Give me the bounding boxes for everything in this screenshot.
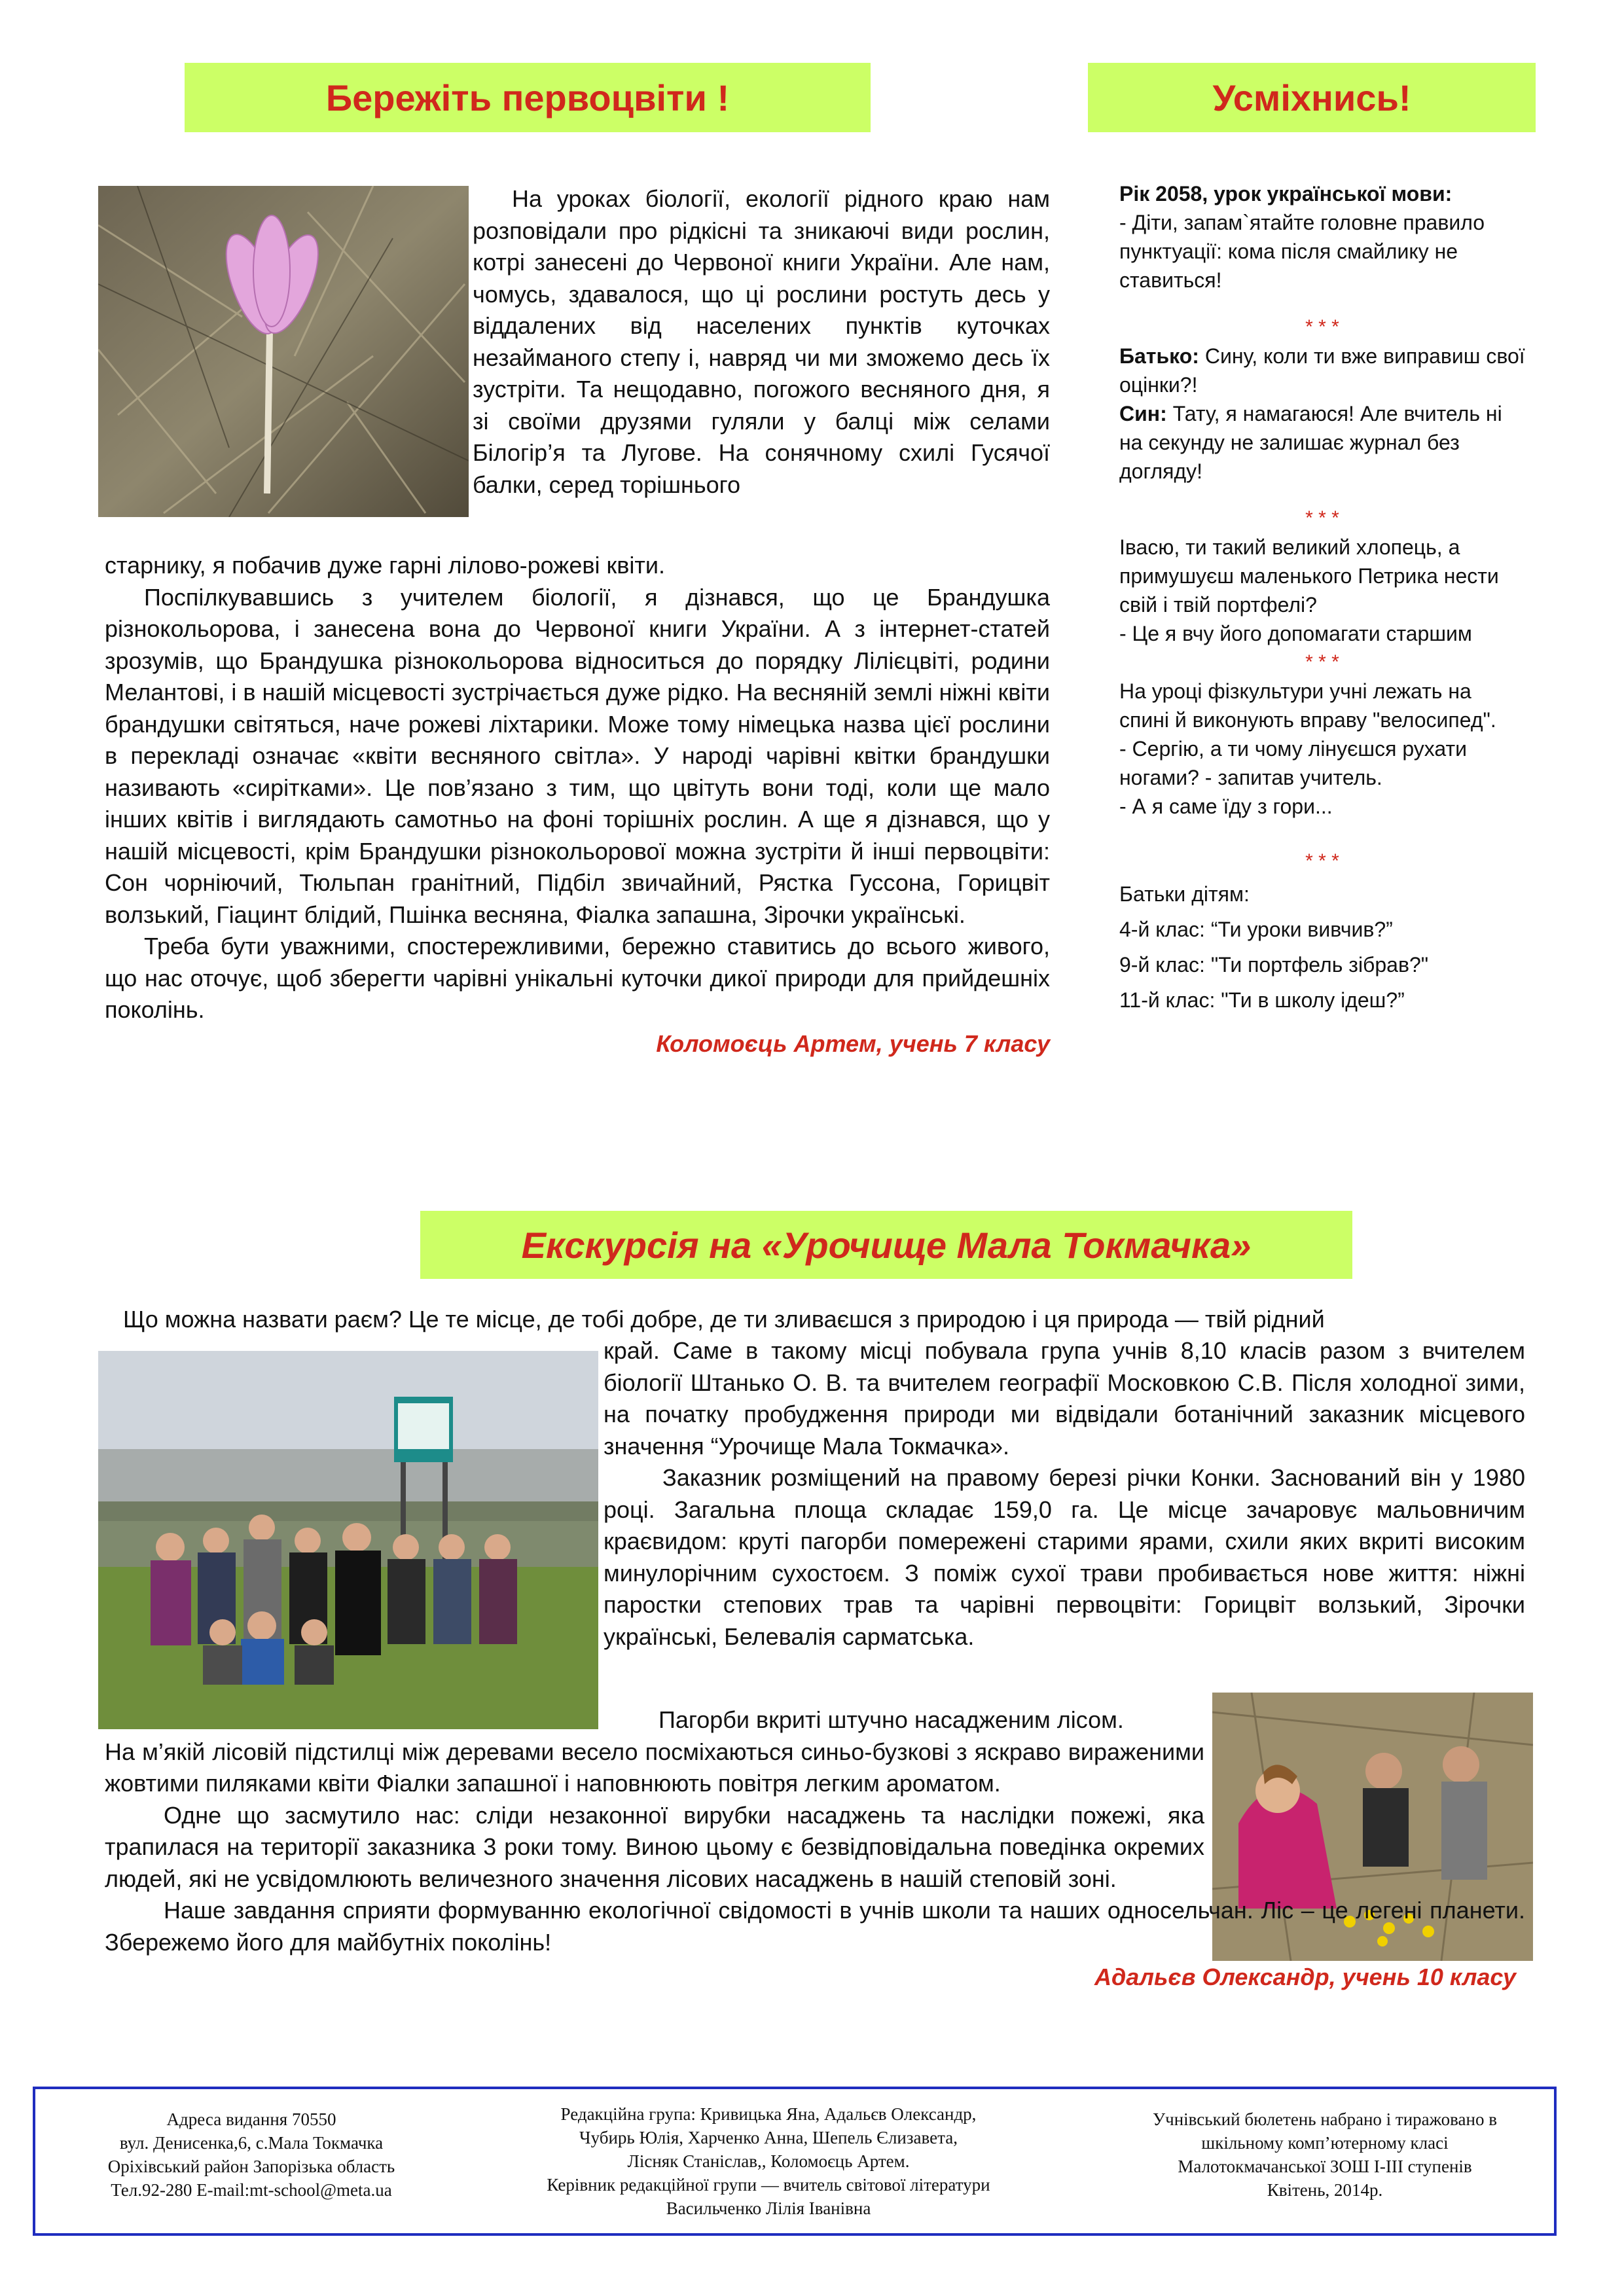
- joke4-line1: На уроці фізкультури учні лежать на спині й виконують вправу "велосипед".: [1119, 679, 1496, 732]
- crocus-photo: [98, 186, 469, 517]
- footer-address: [55, 2108, 448, 2202]
- article2-paragraph-2: Заказник розміщений на правому березі річки Конки. Заснований він у 1980 році. Загальна площа складає 159,0 га. Це місце зачаровує мальовничим краєвидом: круті пагорби помережені старими ярами, схили яких вкриті високим минулорічним сухостоєм. З поміж сухої трави пробивається нове життя: ніжні паростки степових трав та чарівні первоцвіти: Горицвіт волзький, Зірочки українські, Белевалія сарматська.: [604, 1464, 1525, 1650]
- footer-address-line: Тел.92-280 E-mail:mt-school@meta.ua: [111, 2180, 392, 2200]
- article1-paragraph-2: Поспілкувавшись з учителем біології, я дізнався, що це Брандушка різнокольорова, і занесена вона до Червоної книги України. А з інтернет-статей зрозумів, що Брандушка різнокольорова відноситься до порядку Лілієцвіті, родини Мелантові, і в нашій місцевості зустрічається дуже рідко. На весняній землі ніжні квіти брандушки світяться, наче рожеві ліхтарики. Може тому німецька назва цієї рослини в перекладі означає «квіти весняного світла». У народі чарівні квітки брандушки називають «сирітками». Це пов’язано з тим, що цвітуть вони тоді, коли ще мало інших квітів і виглядають самотньо на фоні торішніх рослин. А ще я дізнався, що у нашій місцевості, крім Брандушки різнокольорової можна зустріти й інші первоцвіти: Сон чорніючий, Тюльпан гранітний, Підбіл звичайний, Рястка Гуссона, Горицвіт волзький, Гіацинт блідий, Пшінка весняна, Фіалка запашна, Зірочки українські.: [105, 583, 1050, 928]
- footer-address-line: Оріхівський район Запорізька область: [107, 2157, 395, 2176]
- footer-printing-line: Малотокмачанської ЗОШ І-ІІІ ступенів: [1178, 2157, 1472, 2176]
- article2-paragraph-4: Одне що засмутило нас: сліди незаконної вирубки насаджень та наслідки пожежі, яка трапилася на території заказника 3 роки тому. Виною цьому є безвідповідальна поведінка окремих людей, які не усвідомлюють величезного значення лісових насаджень в нашій степовій зоні.: [105, 1801, 1204, 1892]
- article1-intro: На уроках біології, екології рідного краю нам розповідали про рідкісні та зникаючі види рослин, котрі занесені до Червоної книги України. Але нам, чомусь, здавалося, що ці рослини ростуть десь у віддалених від населених пунктів куточках незайманого степу і, навряд чи ми зможемо десь їх зустріти. Та нещодавно, погожого весняного дня, я зі своїми друзями гуляли у балці між селами Білогір’я та Лугове. На сонячному схилі Гусячої балки, серед торішнього: [473, 185, 1050, 498]
- joke2-son-label: Син:: [1119, 402, 1167, 425]
- stars-separator: * * *: [1305, 507, 1339, 529]
- footer-editorial-line: Редакційна група: Кривицька Яна, Адальєв Олександр,: [560, 2104, 977, 2124]
- group-image: [98, 1351, 598, 1729]
- joke1-text: - Діти, запам`ятайте головне правило пунктуації: кома після смайлику не ставиться!: [1119, 211, 1485, 292]
- article2-paragraph-1: край. Саме в такому місці побувала група учнів 8,10 класів разом з вчителем біології Штанько О. В. та вчителем географії Московкою С.В. Після холодної зими, на початку пробудження природи ми відвідали ботанічний заказник місцевого значення “Урочище Мала Токмачка».: [604, 1337, 1525, 1460]
- footer-printing-line: Учнівський бюлетень набрано і тиражовано в: [1153, 2109, 1497, 2129]
- joke2-son-text: Тату, я намагаюся! Але вчитель ні на секунду не залишає журнал без догляду!: [1119, 402, 1502, 483]
- article2-title: Екскурсія на «Урочище Мала Токмачка»: [521, 1224, 1252, 1266]
- joke2-father-label: Батько:: [1119, 344, 1199, 368]
- crocus-image: [98, 186, 469, 517]
- article2-first-line: Що можна назвати раєм? Це те місце, де тобі добре, де ти зливаєшся з природою і ця природа — твій рідний: [123, 1306, 1325, 1333]
- article1-intro-block: [473, 183, 1050, 501]
- humor-column: [1119, 179, 1525, 1014]
- footer-box: [33, 2087, 1557, 2236]
- joke3-question: Івасю, ти такий великий хлопець, а примушуєш маленького Петрика нести свій і твій портфелі?: [1119, 535, 1499, 617]
- article1-signature: Коломоєць Артем, учень 7 класу: [656, 1030, 1050, 1057]
- footer-editorial-line: Керівник редакційної групи — вчитель світової літератури: [547, 2175, 990, 2195]
- stars-separator: * * *: [1305, 651, 1339, 673]
- joke5-head: Батьки дітям:: [1119, 882, 1250, 906]
- article2-paragraph-5: Наше завдання сприяти формуванню екологічної свідомості в учнів школи та наших односельчан. Ліс – це легені планети. Збережемо його для майбутніх поколінь!: [105, 1897, 1525, 1956]
- article2-signature: Адальєв Олександр, учень 10 класу: [1094, 1964, 1516, 1990]
- article1-paragraph-3: Треба бути уважними, спостережливими, бережно ставитись до всього живого, що нас оточує, щоб зберегти чарівні унікальні куточки дикої природи для прийдешніх поколінь.: [105, 933, 1050, 1023]
- article2-paragraph-3-start: Пагорби вкриті штучно насадженим лісом.: [659, 1706, 1124, 1733]
- humor-title: Усміхнись!: [1212, 77, 1411, 118]
- footer-editorial-line: Васильченко Лілія Іванівна: [666, 2198, 871, 2218]
- joke5-line3: 11-й клас: "Ти в школу ідеш?”: [1119, 988, 1405, 1012]
- article1-title-banner: [185, 63, 871, 132]
- footer-editorial: [487, 2102, 1050, 2220]
- article1-title: Бережіть первоцвіти !: [325, 77, 730, 118]
- joke5-line2: 9-й клас: "Ти портфель зібрав?": [1119, 953, 1429, 977]
- humor-title-banner: [1088, 63, 1536, 132]
- article2-paragraph-3: На м’якій лісовій підстилці між деревами весело посміхаються синьо-бузкові з яскраво вираженими жовтими пиляками квіти Фіалки запашної і наповнюють повітря легким ароматом.: [105, 1738, 1204, 1797]
- joke2-son: [1119, 399, 1525, 486]
- footer-printing-line: Квітень, 2014р.: [1267, 2180, 1383, 2200]
- article2-lower: [105, 1704, 1525, 1991]
- article2-first-line-block: [98, 1304, 1525, 1336]
- footer-printing: [1109, 2108, 1541, 2202]
- footer-address-line: вул. Денисенка,6, с.Мала Токмачка: [119, 2133, 384, 2153]
- joke1-head: Рік 2058, урок української мови:: [1119, 182, 1453, 206]
- joke4-line3: - А я саме їду з гори...: [1119, 795, 1333, 818]
- footer-editorial-line: Лісняк Станіслав,, Коломоєць Артем.: [627, 2151, 910, 2171]
- joke5-line1: 4-й клас: “Ти уроки вивчив?”: [1119, 918, 1393, 941]
- article1-intro-end: старнику, я побачив дуже гарні лілово-рожеві квіти.: [105, 552, 665, 579]
- joke2-father-text: Сину, коли ти вже виправиш свої оцінки?!: [1119, 344, 1525, 397]
- stars-separator: * * *: [1305, 850, 1339, 872]
- joke3-answer: - Це я вчу його допомагати старшим: [1119, 622, 1472, 645]
- joke2-father: [1119, 342, 1525, 399]
- article2-title-banner: [420, 1211, 1352, 1279]
- group-photo: [98, 1351, 598, 1729]
- footer-address-line: Адреса видання 70550: [166, 2109, 336, 2129]
- footer-editorial-line: Чубирь Юлія, Харченко Анна, Шепель Єлизавета,: [579, 2128, 958, 2147]
- article1-body: [105, 550, 1050, 1058]
- article2-beside-photo: [604, 1335, 1525, 1653]
- stars-separator: * * *: [1305, 316, 1339, 338]
- joke4-line2: - Сергію, а ти чому лінуєшся рухати ногами? - запитав учитель.: [1119, 737, 1468, 789]
- footer-printing-line: шкільному комп’ютерному класі: [1201, 2133, 1449, 2153]
